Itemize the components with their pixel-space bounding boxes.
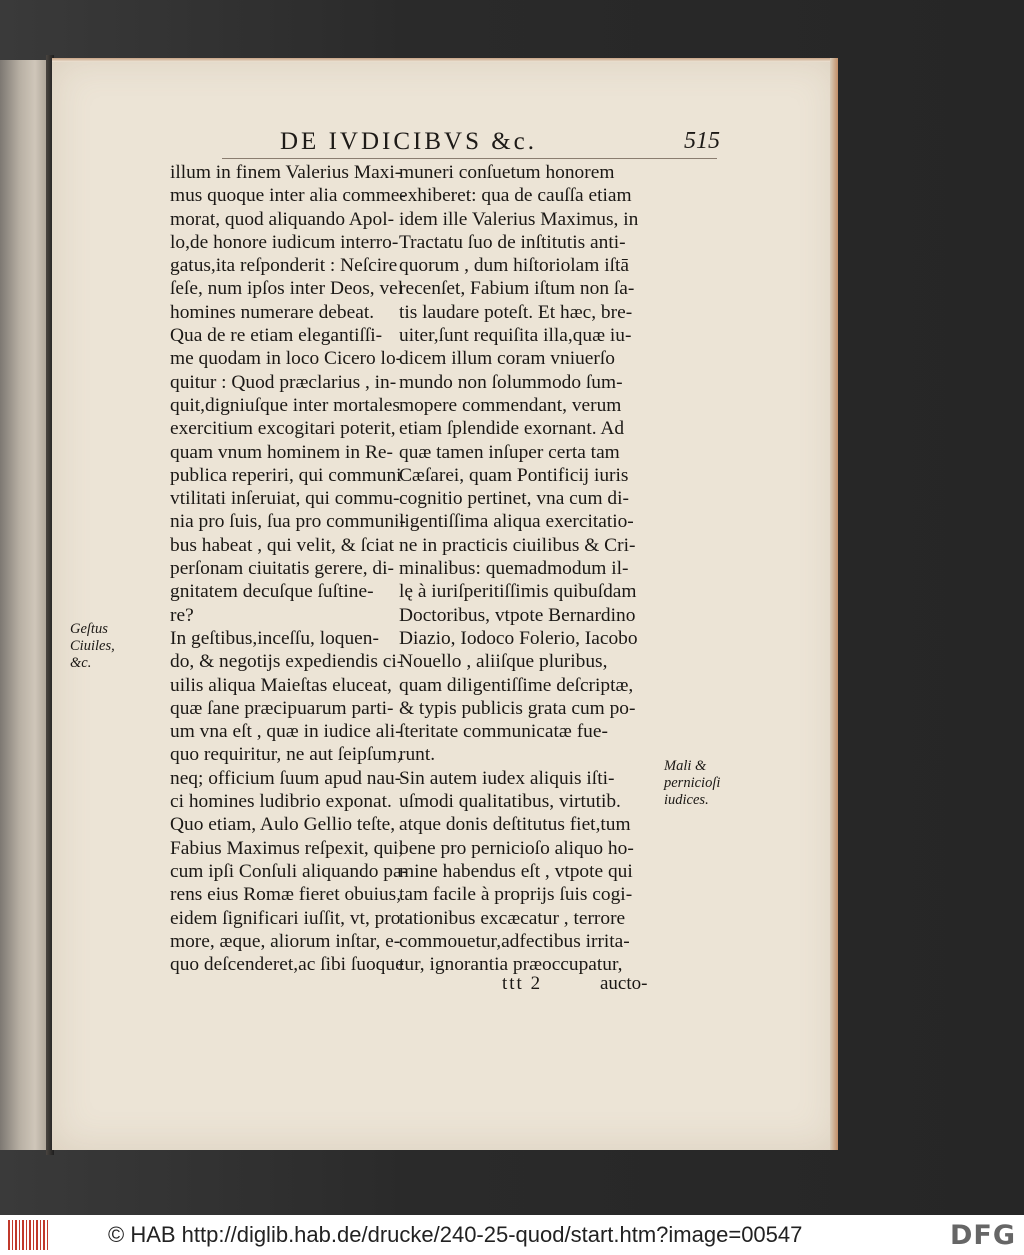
text-line: tis laudare poteſt. Et hæc, bre- [399, 301, 633, 323]
text-line: bene pro pernicioſo aliquo ho- [399, 837, 634, 859]
text-line: idem ille Valerius Maximus, in [399, 208, 639, 230]
text-line: commouetur,adfectibus irrita- [399, 930, 630, 952]
text-line: cognitio pertinet, vna cum di- [399, 488, 629, 510]
text-line: um vna eſt , quæ in iudice ali- [170, 721, 402, 743]
barcode-icon [8, 1220, 48, 1250]
right-text-column [399, 161, 663, 976]
marginal-line: Ciuiles, [70, 638, 115, 654]
copyright-url[interactable]: © HAB http://diglib.hab.de/drucke/240-25-quod/start.htm?image=00547 [108, 1222, 803, 1247]
right-marginal-note [664, 758, 720, 809]
text-line: tur, ignorantia præoccupatur, [399, 954, 623, 976]
text-line: Tractatu ſuo de inſtitutis anti- [399, 231, 626, 253]
text-line: lo,de honore iudicum interro- [170, 231, 399, 253]
text-line: lę à iuriſperitiſſimis quibuſdam [399, 581, 637, 603]
text-line: publica reperiri, qui communi [170, 464, 402, 486]
page-fore-edge [830, 58, 838, 1150]
marginal-line: pernicioſi [664, 775, 721, 791]
text-line: uilis aliqua Maieſtas eluceat, [170, 674, 392, 696]
catchword: aucto- [600, 973, 648, 994]
left-marginal-note [70, 621, 115, 672]
text-line: Fabius Maximus reſpexit, qui, [170, 837, 404, 859]
text-line: re? [170, 604, 194, 626]
text-line: exhiberet: qua de cauſſa etiam [399, 185, 632, 207]
text-line: gatus,ita reſponderit : Neſcire [170, 255, 398, 277]
text-line: perſonam ciuitatis gerere, di- [170, 558, 394, 580]
text-line: neq; officium ſuum apud nau- [170, 767, 402, 789]
text-line: tationibus excæcatur , terrore [399, 907, 626, 929]
text-line: quo requiritur, ne aut ſeipſum, [170, 744, 402, 766]
text-line: ſeſe, num ipſos inter Deos, vel [170, 278, 404, 300]
text-line: vtilitati inſeruiat, qui commu- [170, 488, 400, 510]
text-line: illum in finem Valerius Maxi- [170, 162, 402, 183]
text-line: etiam ſplendide exornant. Ad [399, 418, 625, 440]
text-line: quitur : Quod præclarius , in- [170, 371, 397, 393]
text-line: quo deſcenderet,ac ſibi ſuoque [170, 954, 404, 976]
text-line: cum ipſi Conſuli aliquando pa- [170, 860, 409, 882]
text-line: mundo non ſolummodo ſum- [399, 371, 623, 393]
text-line: Qua de re etiam elegantiſſi- [170, 325, 383, 347]
page-number: 515 [684, 128, 720, 154]
text-line: Diazio, Iodoco Folerio, Iacobo [399, 627, 638, 649]
text-line: Quo etiam, Aulo Gellio teſte, [170, 814, 396, 836]
text-line: quam vnum hominem in Re- [170, 441, 393, 463]
text-line: me quodam in loco Cicero lo- [170, 348, 403, 370]
text-line: more, æque, aliorum inſtar, e- [170, 930, 401, 952]
text-line: uſmodi qualitatibus, virtutib. [399, 791, 621, 813]
text-line: runt. [399, 744, 436, 766]
text-line: quæ tamen inſuper certa tam [399, 441, 620, 463]
text-line: quam diligentiſſime deſcriptæ, [399, 674, 634, 696]
text-line: eidem ſignificari iuſſit, vt, pro [170, 907, 401, 929]
text-line: do, & negotijs expediendis ci- [170, 651, 404, 673]
marginal-line: &c. [70, 655, 92, 671]
text-line: quit,digniuſque inter mortales [170, 394, 400, 416]
text-line: dicem illum coram vniuerſo [399, 348, 615, 370]
viewer-footer [0, 1215, 1024, 1255]
signature-mark: ttt 2 [502, 973, 543, 994]
text-line: mine habendus eſt , vtpote qui [399, 860, 633, 882]
page-header [280, 128, 720, 158]
marginal-line: Mali & [664, 758, 707, 774]
text-line: morat, quod aliquando Apol- [170, 208, 395, 230]
marginal-line: iudices. [664, 792, 709, 808]
text-line: uiter,ſunt requiſita illa,quæ iu- [399, 325, 632, 347]
text-line: gnitatem decuſque ſuſtine- [170, 581, 374, 603]
text-line: In geſtibus,inceſſu, loquen- [170, 627, 379, 649]
text-line: Doctoribus, vtpote Bernardino [399, 604, 636, 626]
text-line: atque donis deſtitutus fiet,tum [399, 814, 631, 836]
text-line: exercitium excogitari poterit, [170, 418, 396, 440]
header-rule [222, 158, 717, 159]
book-page [52, 58, 838, 1150]
text-line: Sin autem iudex aliquis iſti- [399, 767, 615, 789]
page-top-edge [52, 58, 838, 62]
text-line: nia pro ſuis, ſua pro communi- [170, 511, 406, 533]
text-line: & typis publicis grata cum po- [399, 697, 636, 719]
text-line: homines numerare debeat. [170, 301, 375, 323]
text-line: ne in practicis ciuilibus & Cri- [399, 534, 636, 556]
text-line: minalibus: quemadmodum il- [399, 558, 629, 580]
text-line: bus habeat , qui velit, & ſciat [170, 534, 395, 556]
text-line: Cæſarei, quam Pontificij iuris [399, 464, 629, 486]
text-line: ci homines ludibrio exponat. [170, 791, 392, 813]
marginal-line: Geſtus [70, 621, 108, 637]
left-text-column [170, 161, 409, 976]
text-line: mus quoque inter alia comme- [170, 185, 406, 207]
running-title: DE IVDICIBVS &c. [280, 128, 538, 155]
previous-page-edge [0, 60, 50, 1150]
text-line: recenſet, Fabium iſtum non ſa- [399, 278, 635, 300]
text-line: muneri conſuetum honorem [399, 162, 615, 183]
text-line: ligentiſſima aliqua exercitatio- [399, 511, 634, 533]
text-line: tam facile à proprijs ſuis cogi- [399, 884, 633, 906]
text-line: rens eius Romæ fieret obuius, [170, 884, 402, 906]
text-line: ſteritate communicatæ fue- [399, 721, 608, 743]
dfg-logo: DFG [949, 1220, 1016, 1251]
text-line: quorum , dum hiſtoriolam iſtā [399, 255, 629, 277]
text-line: Nouello , aliiſque pluribus, [399, 651, 608, 673]
text-line: quæ ſane præcipuarum parti- [170, 697, 394, 719]
text-line: mopere commendant, verum [399, 394, 622, 416]
